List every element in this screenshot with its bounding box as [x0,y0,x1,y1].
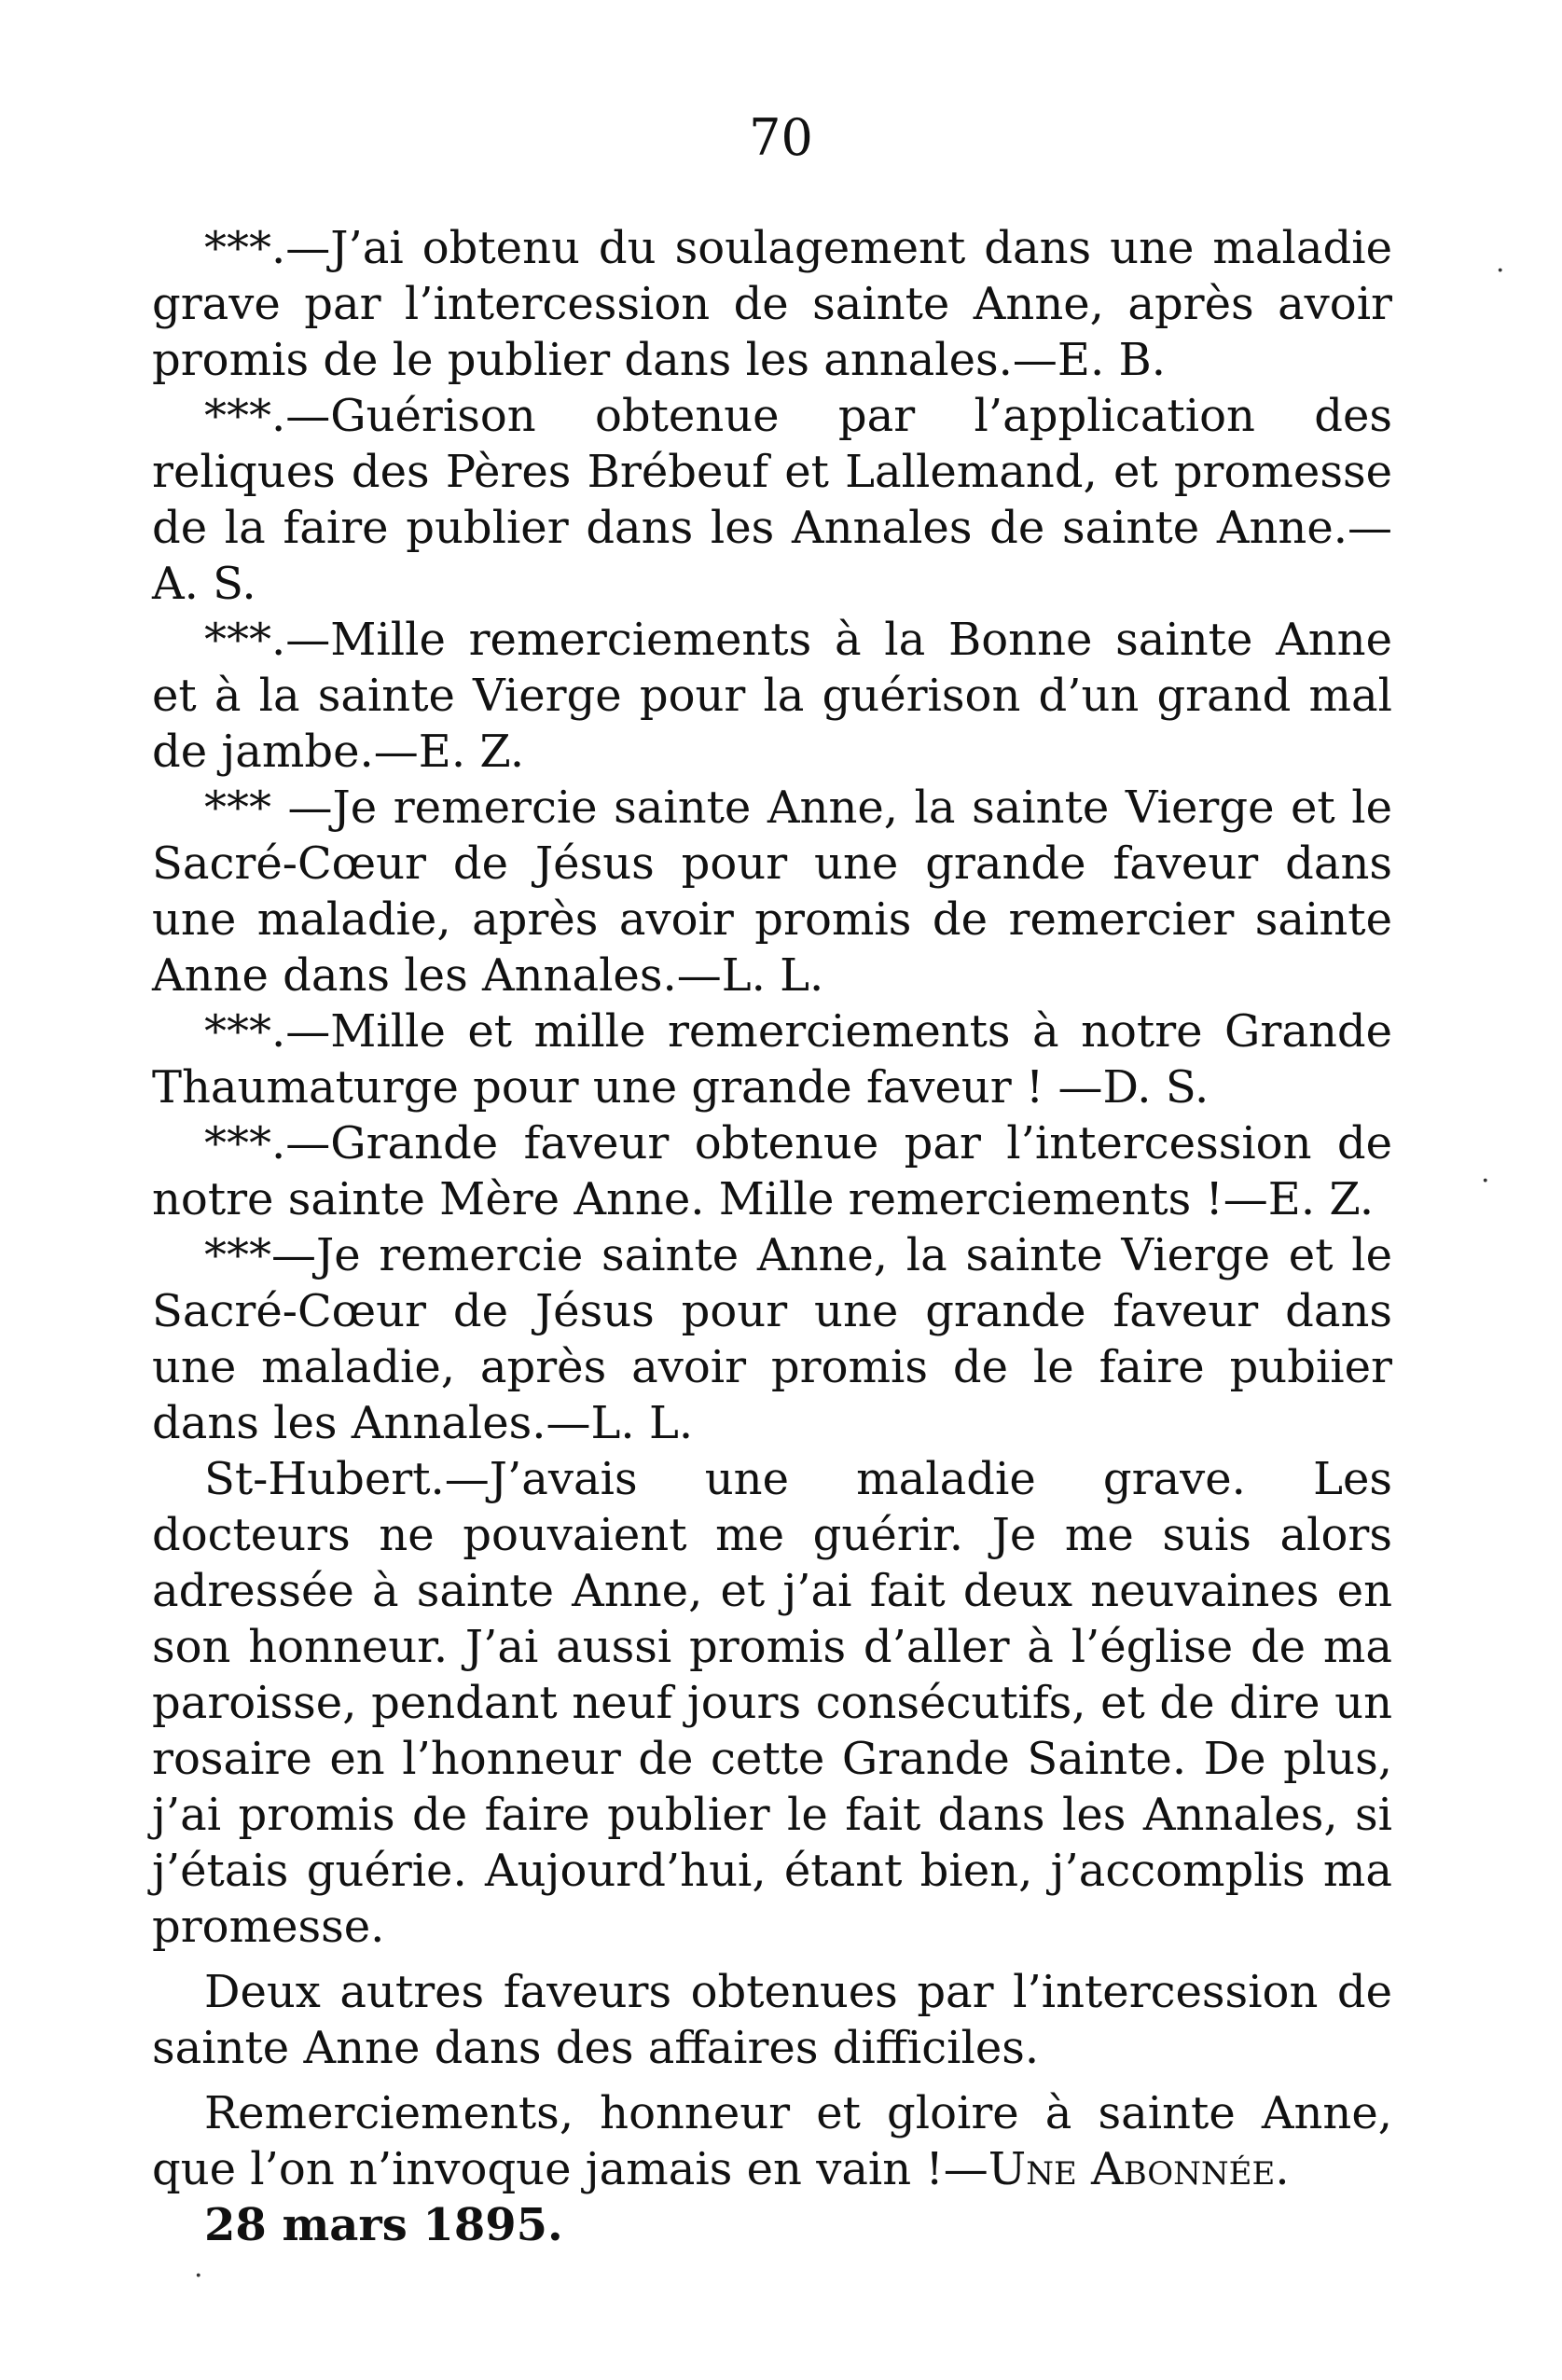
paragraph-thanks-6: ***.—Grande faveur obtenue par l’intercession de notre sainte Mère Anne. Mille remerciements !—E. Z. [152,1117,1392,1225]
closing-signature: Une Abonnée. [988,2143,1290,2195]
date-line: 28 mars 1895. [204,2199,563,2251]
margin-speck-icon: · [194,2260,203,2292]
paragraph-thanks-3: ***.—Mille remerciements à la Bonne sainte Anne et à la sainte Vierge pour la guérison d’un grand mal de jambe.—E. Z. [152,614,1392,778]
closing-text: Remerciements, honneur et gloire à sainte Anne, que l’on n’invoque jamais en vain !— [152,2087,1392,2195]
paragraph-thanks-1: ***.—J’ai obtenu du soulagement dans une maladie grave par l’intercession de sainte Anne, après avoir promis de le publier dans les annales.—E. B. [152,222,1392,386]
paragraph-closing [152,2085,1392,2197]
margin-speck-icon: · [1481,1165,1490,1197]
paragraph-thanks-7: ***—Je remercie sainte Anne, la sainte Vierge et le Sacré-Cœur de Jésus pour une grande faveur dans une maladie, après avoir promis de le faire pubiier dans les Annales.—L. L. [152,1229,1392,1449]
paragraph-two-favours: Deux autres faveurs obtenues par l’intercession de sainte Anne dans des affaires difficiles. [152,1966,1392,2074]
page-number: 70 [749,108,813,167]
paragraph-thanks-4: *** —Je remercie sainte Anne, la sainte Vierge et le Sacré-Cœur de Jésus pour une grande faveur dans une maladie, après avoir promis de remercier sainte Anne dans les Annales.—L. L. [152,782,1392,1002]
article-text [152,220,1392,2253]
paragraph-st-hubert: St-Hubert.—J’avais une maladie grave. Les docteurs ne pouvaient me guérir. Je me suis alors adressée à sainte Anne, et j’ai fait deux neuvaines en son honneur. J’ai aussi promis d’aller à l’église de ma paroisse, pendant neuf jours consécutifs, et de dire un rosaire en l’honneur de cette Grande Sainte. De plus, j’ai promis de faire publier le fait dans les Annales, si j’étais guérie. Aujourd’hui, étant bien, j’accomplis ma promesse. [152,1453,1392,1953]
paragraph-thanks-2: ***.—Guérison obtenue par l’application des reliques des Pères Brébeuf et Lallemand, et promesse de la faire publier dans les Annales de sainte Anne.—A. S. [152,390,1392,610]
margin-speck-icon: · [1496,255,1505,287]
paragraph-thanks-5: ***.—Mille et mille remerciements à notre Grande Thaumaturge pour une grande faveur ! —D. S. [152,1005,1392,1114]
